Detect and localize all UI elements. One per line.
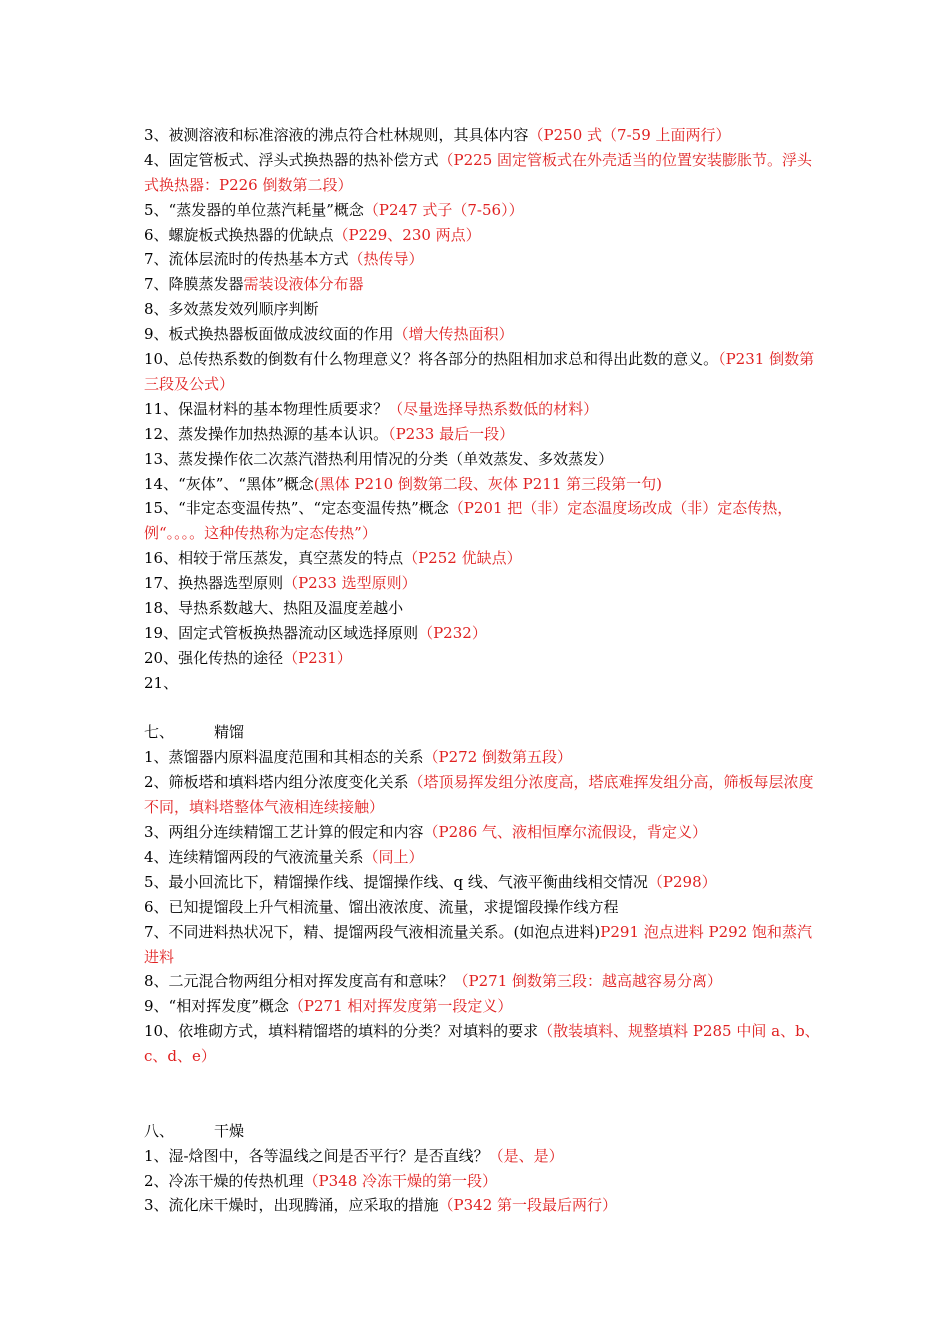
question-item: 18、导热系数越大、热阻及温度差越小 bbox=[144, 599, 404, 618]
question-item: 6、螺旋板式换热器的优缺点（P229、230 两点） bbox=[144, 225, 481, 244]
question-item: 5、“蒸发器的单位蒸汽耗量”概念（P247 式子（7-56）） bbox=[144, 200, 524, 219]
question-item: 15、“非定态变温传热”、“定态变温传热”概念（P201 把（非）定态温度场改成（非）定态传热，例“。。。。这种传热称为定态传热”） bbox=[144, 499, 793, 543]
document-page bbox=[144, 123, 820, 1218]
question-item: 8、多效蒸发效列顺序判断 bbox=[144, 300, 319, 319]
answer-note: （P298） bbox=[647, 872, 717, 891]
question-item: 1、湿-焓图中，各等温线之间是否平行？是否直线？（是、是） bbox=[144, 1146, 564, 1165]
question-item: 20、强化传热的途径（P231） bbox=[144, 648, 352, 667]
answer-note: （P232） bbox=[418, 623, 487, 642]
answer-note: （增大传热面积） bbox=[393, 325, 514, 344]
answer-note: （P271 倒数第三段：越高越容易分离） bbox=[453, 972, 723, 991]
question-item: 19、固定式管板换热器流动区域选择原则（P232） bbox=[144, 623, 487, 642]
question-item: 11、保温材料的基本物理性质要求？（尽量选择导热系数低的材料） bbox=[144, 399, 599, 418]
question-item: 12、蒸发操作加热热源的基本认识。（P233 最后一段） bbox=[144, 424, 515, 443]
spacer bbox=[144, 1069, 820, 1094]
question-item: 16、相较于常压蒸发，真空蒸发的特点（P252 优缺点） bbox=[144, 549, 522, 568]
section-number: 七、 bbox=[144, 723, 175, 742]
answer-note: （P233 最后一段） bbox=[388, 424, 515, 443]
question-item: 21、 bbox=[144, 673, 179, 692]
answer-note: （P348 冷冻干燥的第一段） bbox=[303, 1171, 498, 1190]
question-item: 6、已知提馏段上升气相流量、馏出液浓度、流量，求提馏段操作线方程 bbox=[144, 897, 619, 916]
question-item: 17、换热器选型原则（P233 选型原则） bbox=[144, 574, 417, 593]
answer-note: （P225 固定管板式在外壳适当的位置安装膨胀节。浮头式换热器：P226 倒数第二段） bbox=[144, 150, 813, 194]
section-title: 精馏 bbox=[214, 723, 245, 742]
question-item: 2、筛板塔和填料塔内组分浓度变化关系（塔顶易挥发组分浓度高，塔底难挥发组分高，筛板每层浓度不同，填料塔整体气液相连续接触） bbox=[144, 773, 814, 817]
question-item: 3、两组分连续精馏工艺计算的假定和内容（P286 气、液相恒摩尔流假设，背定义） bbox=[144, 823, 708, 842]
drying-questions bbox=[144, 1144, 820, 1219]
question-item: 14、“灰体”、“黑体”概念(黑体 P210 倒数第二段、灰体 P211 第三段第一句) bbox=[144, 474, 662, 493]
section-number: 八、 bbox=[144, 1121, 175, 1140]
answer-note: （P231） bbox=[283, 648, 352, 667]
answer-note: P291 泡点进料 P292 饱和蒸汽进料 bbox=[144, 922, 813, 966]
answer-note: （P231 倒数第三段及公式） bbox=[144, 350, 815, 393]
answer-note: （热传导） bbox=[348, 250, 424, 269]
answer-note: （塔顶易挥发组分浓度高，塔底难挥发组分高，筛板每层浓度不同，填料塔整体气液相连续接触） bbox=[144, 773, 814, 817]
question-item: 10、依堆砌方式，填料精馏塔的填料的分类？对填料的要求（散装填料、规整填料 P285 中间 a、b、c、d、e） bbox=[144, 1022, 820, 1066]
question-item: 4、连续精馏两段的气液流量关系（同上） bbox=[144, 847, 424, 866]
spacer bbox=[144, 696, 820, 721]
distillation-questions bbox=[144, 745, 820, 1069]
heat-transfer-questions bbox=[144, 123, 820, 696]
question-item: 5、最小回流比下，精馏操作线、提馏操作线、q 线、气液平衡曲线相交情况（P298） bbox=[144, 872, 717, 891]
question-item: 2、冷冻干燥的传热机理（P348 冷冻干燥的第一段） bbox=[144, 1171, 498, 1190]
question-item: 9、“相对挥发度”概念（P271 相对挥发度第一段定义） bbox=[144, 997, 513, 1016]
question-item: 4、固定管板式、浮头式换热器的热补偿方式（P225 固定管板式在外壳适当的位置安装膨胀节。浮头式换热器：P226 倒数第二段） bbox=[144, 150, 813, 194]
answer-note: （散装填料、规整填料 P285 中间 a、b、c、d、e） bbox=[144, 1022, 820, 1066]
question-item: 7、降膜蒸发器需装设液体分布器 bbox=[144, 275, 364, 294]
section-heading bbox=[144, 1119, 820, 1144]
answer-note: （尽量选择导热系数低的材料） bbox=[388, 399, 599, 418]
question-item: 7、不同进料热状况下，精、提馏两段气液相流量关系。(如泡点进料)P291 泡点进料 P292 饱和蒸汽进料 bbox=[144, 922, 813, 966]
section-heading bbox=[144, 720, 820, 745]
question-item: 3、被测溶液和标准溶液的沸点符合杜林规则，其具体内容（P250 式（7-59 上面两行） bbox=[144, 126, 731, 144]
answer-note: （P233 选型原则） bbox=[283, 574, 417, 593]
question-item: 8、二元混合物两组分相对挥发度高有和意味？（P271 倒数第三段：越高越容易分离） bbox=[144, 972, 723, 991]
answer-note: （P271 相对挥发度第一段定义） bbox=[288, 997, 513, 1016]
question-item: 10、总传热系数的倒数有什么物理意义？将各部分的热阻相加求总和得出此数的意义。（P231 倒数第三段及公式） bbox=[144, 350, 815, 393]
question-item: 9、板式换热器板面做成波纹面的作用（增大传热面积） bbox=[144, 325, 514, 344]
answer-note: （P201 把（非）定态温度场改成（非）定态传热，例“。。。。这种传热称为定态传热”） bbox=[144, 499, 793, 543]
spacer bbox=[144, 1094, 820, 1119]
question-item: 13、蒸发操作依二次蒸汽潜热利用情况的分类（单效蒸发、多效蒸发） bbox=[144, 449, 614, 468]
answer-note: （P342 第一段最后两行） bbox=[438, 1196, 618, 1215]
answer-note: （P286 气、液相恒摩尔流假设，背定义） bbox=[423, 823, 708, 842]
answer-note: （P250 式（7-59 上面两行） bbox=[528, 126, 731, 144]
section-title: 干燥 bbox=[214, 1121, 245, 1140]
question-item: 1、蒸馏器内原料温度范围和其相态的关系（P272 倒数第五段） bbox=[144, 748, 573, 767]
answer-note: （P229、230 两点） bbox=[333, 225, 481, 244]
answer-note: （P247 式子（7-56）） bbox=[363, 200, 524, 219]
answer-note: （同上） bbox=[363, 847, 424, 866]
answer-note: (黑体 P210 倒数第二段、灰体 P211 第三段第一句) bbox=[313, 474, 662, 493]
question-item: 3、流化床干燥时，出现腾涌，应采取的措施（P342 第一段最后两行） bbox=[144, 1196, 618, 1215]
answer-note: （P272 倒数第五段） bbox=[423, 748, 573, 767]
answer-note: （P252 优缺点） bbox=[403, 549, 522, 568]
answer-note: （是、是） bbox=[488, 1146, 564, 1165]
question-item: 7、流体层流时的传热基本方式（热传导） bbox=[144, 250, 424, 269]
answer-note: 需装设液体分布器 bbox=[243, 275, 364, 294]
